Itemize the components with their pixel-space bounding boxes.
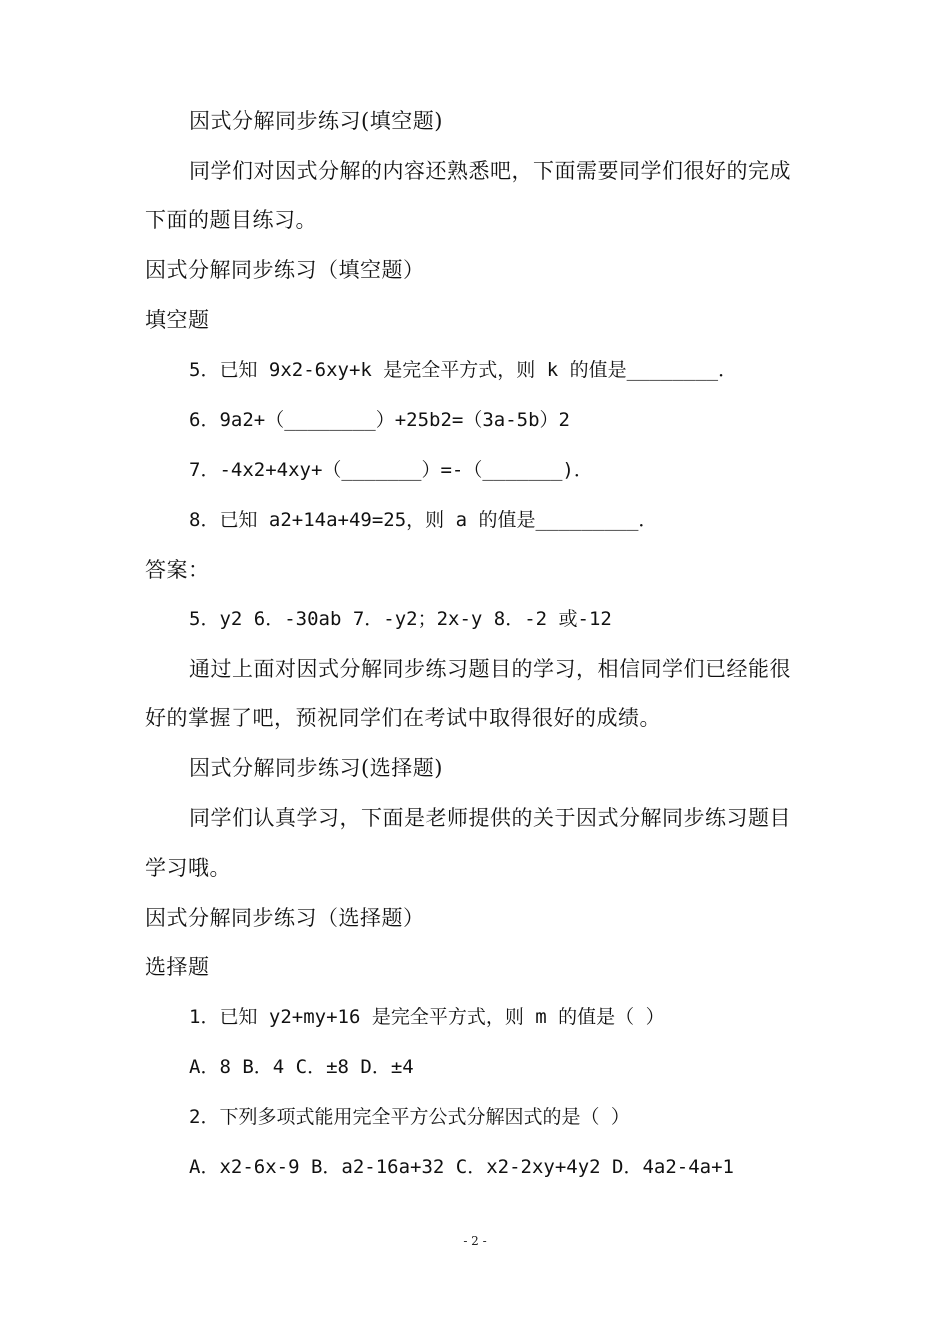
heading-fill-in: 填空题	[145, 308, 210, 332]
subtitle-choice: 因式分解同步练习（选择题）	[145, 906, 425, 930]
section-title-choice: 因式分解同步练习(选择题)	[189, 756, 443, 780]
intro-paragraph-line-1: 同学们对因式分解的内容还熟悉吧，下面需要同学们很好的完成	[189, 159, 791, 183]
closing-paragraph-line-2: 好的掌握了吧，预祝同学们在考试中取得很好的成绩。	[145, 706, 661, 730]
question-6: 6．9a2+（________）+25b2=（3a-5b）2	[189, 409, 570, 431]
intro-paragraph-line-2: 下面的题目练习。	[145, 208, 317, 232]
subtitle-fill-in: 因式分解同步练习（填空题）	[145, 258, 425, 282]
choice-intro-line-1: 同学们认真学习，下面是老师提供的关于因式分解同步练习题目	[189, 806, 791, 830]
choice-question-1: 1．已知 y2+my+16 是完全平方式，则 m 的值是（ ）	[189, 1006, 665, 1028]
question-7: 7．-4x2+4xy+（_______）=-（_______)．	[189, 459, 593, 481]
answers-line: 5．y2 6．-30ab 7．-y2；2x-y 8．-2 或-12	[189, 608, 612, 630]
question-5: 5．已知 9x2-6xy+k 是完全平方式，则 k 的值是________．	[189, 359, 738, 381]
answers-heading: 答案：	[145, 558, 210, 582]
heading-choice: 选择题	[145, 955, 210, 979]
choice-question-2-options: A．x2-6x-9 B．a2-16a+32 C．x2-2xy+4y2 D．4a2-4a+1	[189, 1156, 734, 1178]
choice-intro-line-2: 学习哦。	[145, 856, 231, 880]
page-number: - 2 -	[463, 1234, 487, 1248]
section-title-fill-in: 因式分解同步练习(填空题)	[189, 109, 443, 133]
question-8: 8．已知 a2+14a+49=25，则 a 的值是_________．	[189, 509, 658, 531]
choice-question-2: 2．下列多项式能用完全平方公式分解因式的是（ ）	[189, 1106, 630, 1128]
choice-question-1-options: A．8 B．4 C．±8 D．±4	[189, 1056, 414, 1078]
closing-paragraph-line-1: 通过上面对因式分解同步练习题目的学习，相信同学们已经能很	[189, 657, 791, 681]
